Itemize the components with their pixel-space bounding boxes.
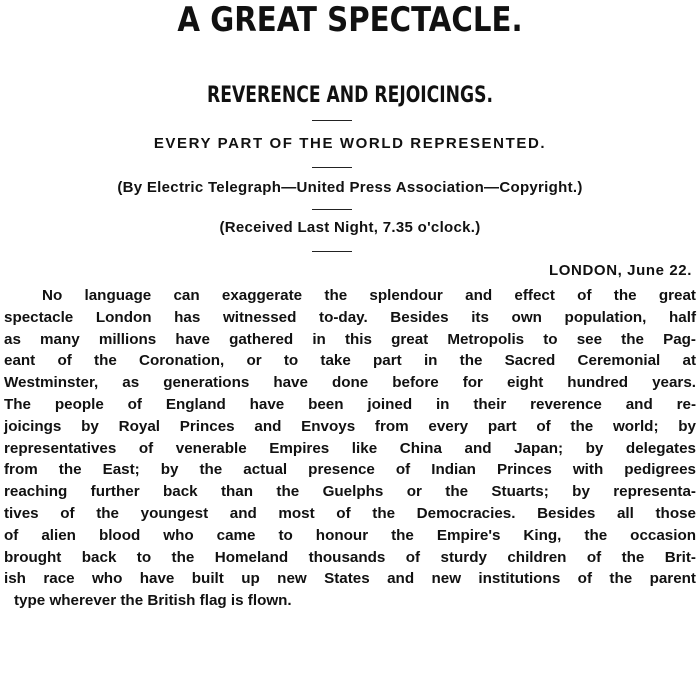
divider-rule (312, 209, 352, 210)
received-time: (Received Last Night, 7.35 o'clock.) (219, 219, 481, 236)
body-line: ish race who have built up new States and new institutions of the parent (4, 570, 696, 588)
body-line: as many millions have gathered in this great Metropolis to see the Pag- (4, 330, 696, 348)
body-line: The people of England have been joined in their reverence and re- (4, 395, 696, 413)
wire-credit: (By Electric Telegraph—United Press Association—Copyright.) (117, 179, 583, 196)
dateline: LONDON, June 22. (549, 262, 692, 279)
headline: A GREAT SPECTACLE. (177, 0, 523, 40)
body-line: type wherever the British flag is flown. (14, 592, 292, 610)
divider-rule (312, 167, 352, 168)
body-line: of alien blood who came to honour the Empire's King, the occasion (4, 526, 696, 544)
body-line: eant of the Coronation, or to take part in the Sacred Ceremonial at (4, 352, 696, 370)
article-body (4, 285, 696, 612)
body-line: spectacle London has witnessed to-day. Besides its own population, half (4, 308, 696, 326)
body-line: tives of the youngest and most of the Democracies. Besides all those (4, 504, 696, 522)
body-line: joicings by Royal Princes and Envoys from every part of the world; by (4, 417, 696, 435)
body-line: reaching further back than the Guelphs or the Stuarts; by representa- (4, 483, 696, 501)
body-line: from the East; by the actual presence of Indian Princes with pedigrees (4, 461, 696, 479)
subheading-secondary: EVERY PART OF THE WORLD REPRESENTED. (153, 135, 547, 152)
divider-rule (312, 251, 352, 252)
subheading: REVERENCE AND REJOICINGS. (207, 83, 493, 108)
body-line: brought back to the Homeland thousands of sturdy children of the Brit- (4, 548, 696, 566)
divider-rule (312, 120, 352, 121)
body-line: No language can exaggerate the splendour and effect of the great (42, 287, 696, 304)
body-line: representatives of venerable Empires like China and Japan; by delegates (4, 439, 696, 457)
body-line: Westminster, as generations have done before for eight hundred years. (4, 374, 696, 392)
